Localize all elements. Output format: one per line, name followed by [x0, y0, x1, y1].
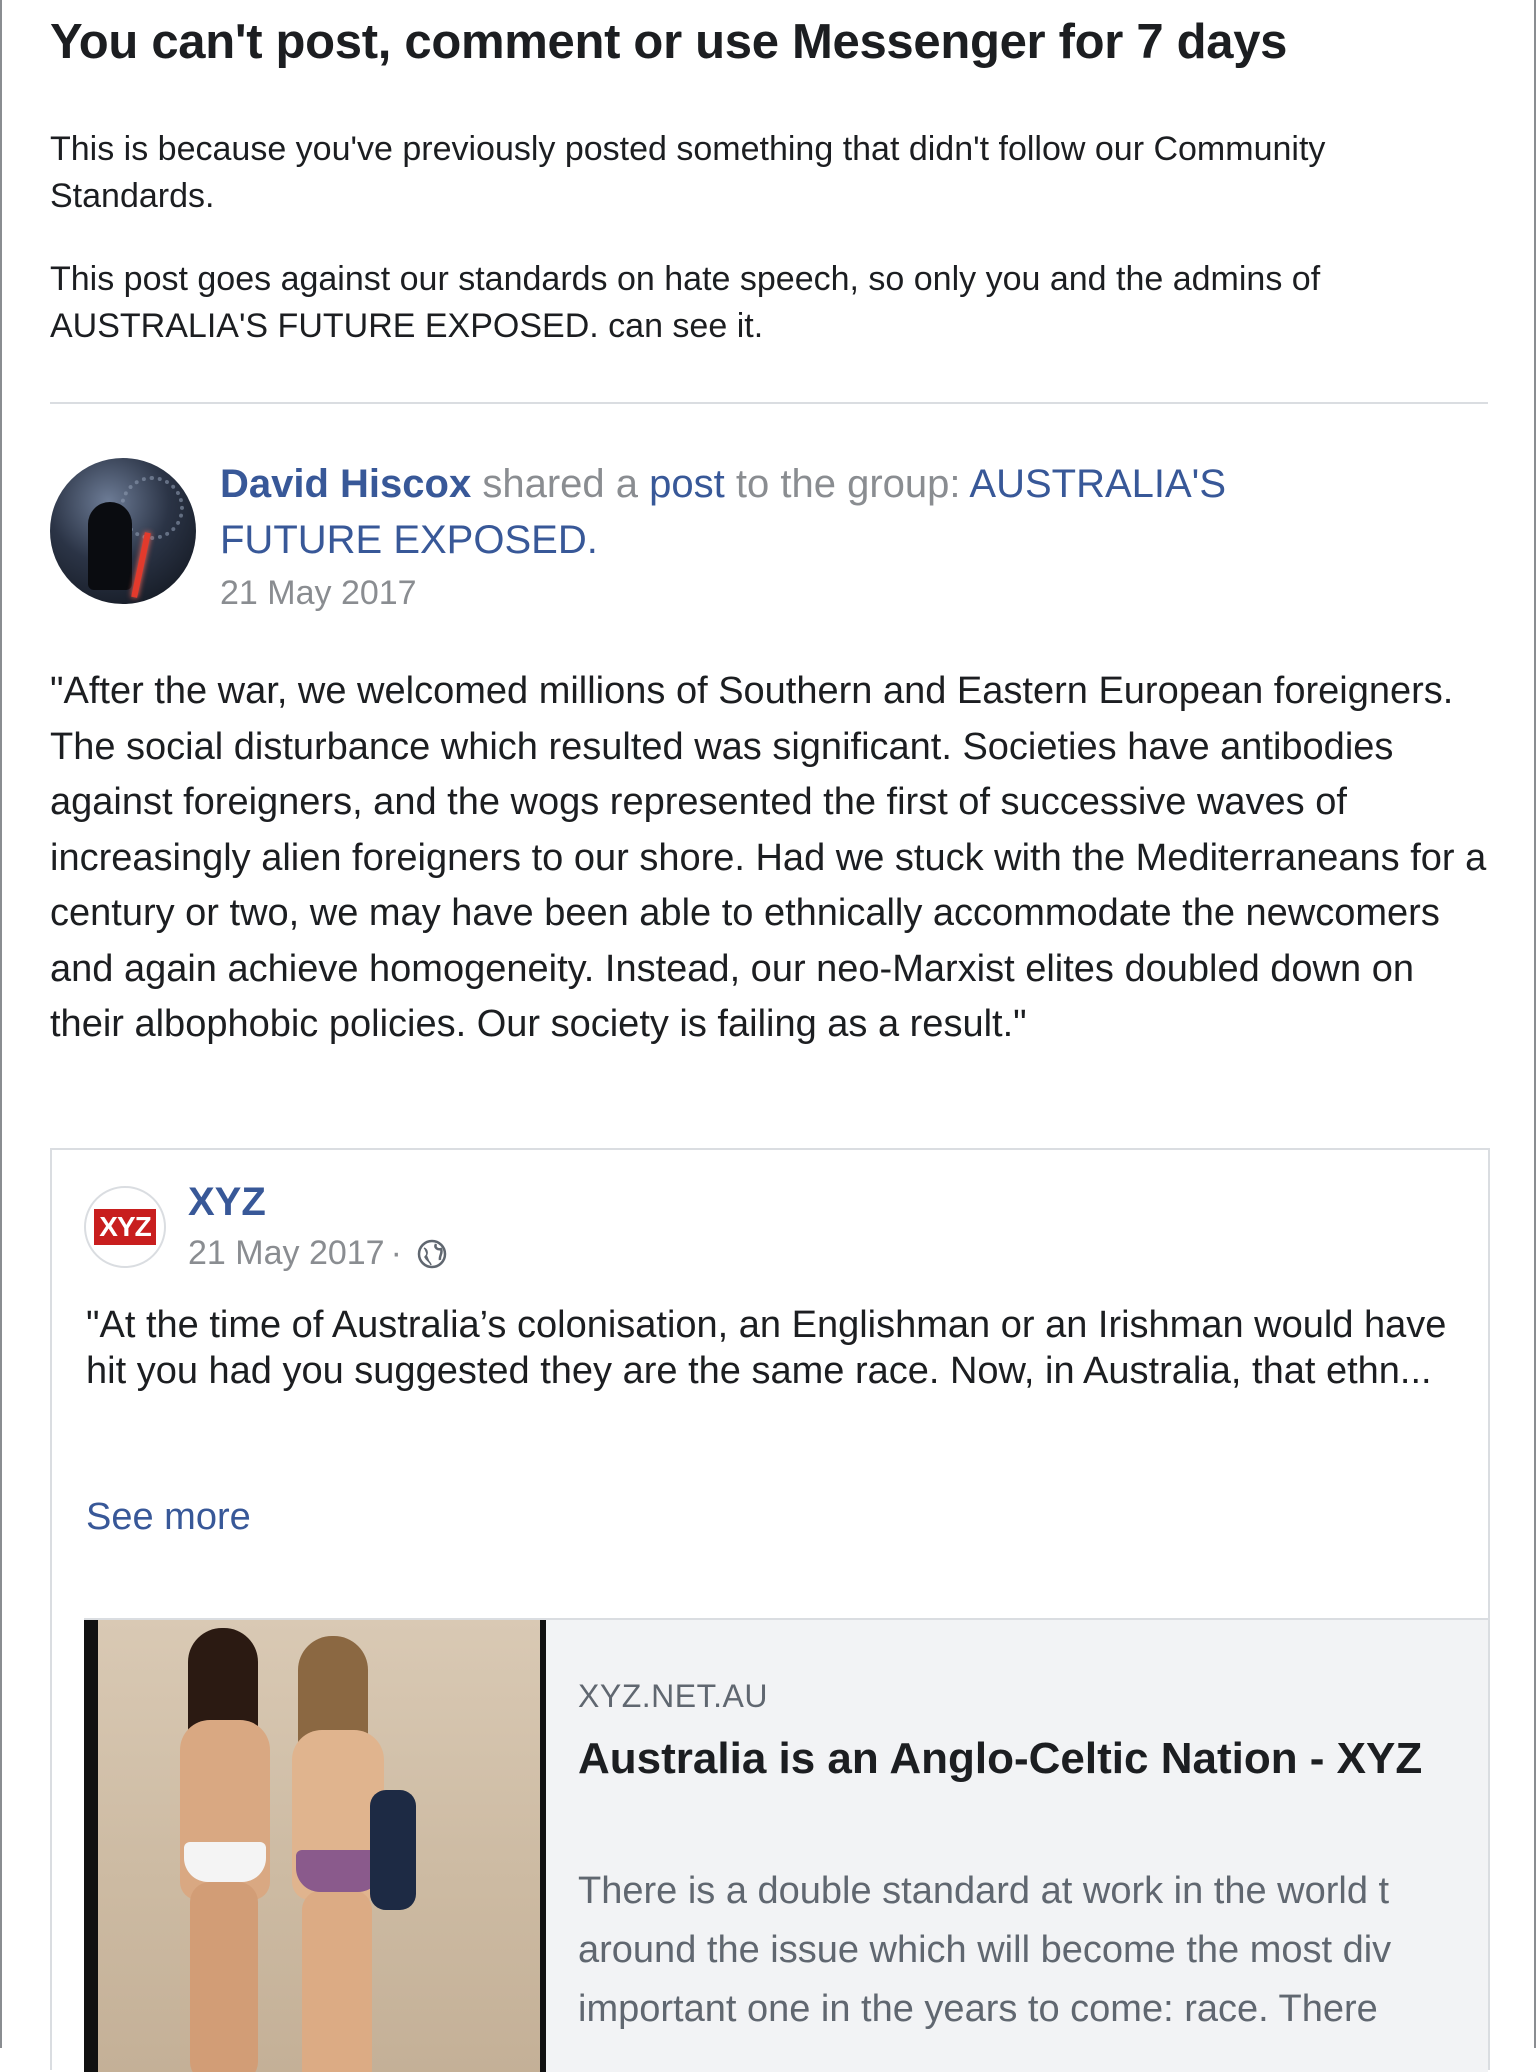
preview-description — [578, 1862, 1488, 2039]
preview-image[interactable] — [84, 1620, 546, 2072]
shared-text: shared a — [482, 462, 639, 506]
preview-desc-line-2: around the issue which will become the most div — [578, 1929, 1392, 1971]
globe-icon[interactable] — [416, 1238, 448, 1270]
notice-reason: This is because you've previously posted something that didn't follow our Community Standards. — [50, 130, 1326, 215]
author-avatar[interactable] — [50, 458, 196, 604]
preview-desc-line-1: There is a double standard at work in the world t — [578, 1870, 1390, 1912]
divider — [50, 402, 1488, 404]
see-more-link[interactable]: See more — [86, 1496, 251, 1538]
author-name-link[interactable]: David Hiscox — [220, 462, 472, 506]
xyz-logo: XYZ — [94, 1209, 155, 1245]
preview-desc-line-3: important one in the years to come: race. There — [578, 1988, 1378, 2030]
group-link[interactable]: AUSTRALIA'S FUTURE EXPOSED. — [220, 462, 1226, 562]
post-body-text: "After the war, we welcomed millions of Southern and Eastern European foreigners. The social disturbance which resulted was significant. Societies have antibodies against foreigners, and the wogs represented the first of successive waves of increasingly alien foreigners to our shore. Had we stuck with the Mediterraneans for a century or two, we may have been able to ethnically accommodate the newcomers and again achieve homogeneity. Instead, our neo-Marxist elites doubled down on their albophobic policies. Our society is failing as a result." — [50, 670, 1487, 1045]
notice-detail: This post goes against our standards on hate speech, so only you and the admins of AUSTRALIA'S FUTURE EXPOSED. can see it. — [50, 260, 1321, 345]
shared-page-name-link[interactable]: XYZ — [188, 1180, 266, 1224]
shared-post-text: "At the time of Australia’s colonisation, an Englishman or an Irishman would have hit you had you suggested they are the same race. Now, in Australia, that ethn... — [86, 1304, 1447, 1392]
xyz-page-avatar[interactable] — [84, 1186, 166, 1268]
link-preview[interactable] — [84, 1618, 1488, 2072]
left-edge — [0, 0, 2, 2048]
preview-title[interactable]: Australia is an Anglo-Celtic Nation - XYZ — [578, 1734, 1423, 1783]
notice-title: You can't post, comment or use Messenger for 7 days — [50, 15, 1288, 69]
shared-post-meta — [188, 1234, 448, 1273]
post-date[interactable]: 21 May 2017 — [220, 574, 417, 612]
shared-post-date[interactable]: 21 May 2017 — [188, 1234, 385, 1272]
post-link[interactable]: post — [649, 462, 725, 506]
meta-separator: · — [390, 1234, 402, 1272]
post-header — [220, 456, 1320, 568]
to-group-text: to the group: — [735, 462, 961, 506]
preview-domain: XYZ.NET.AU — [578, 1678, 768, 1714]
shared-post-card — [50, 1148, 1490, 2070]
